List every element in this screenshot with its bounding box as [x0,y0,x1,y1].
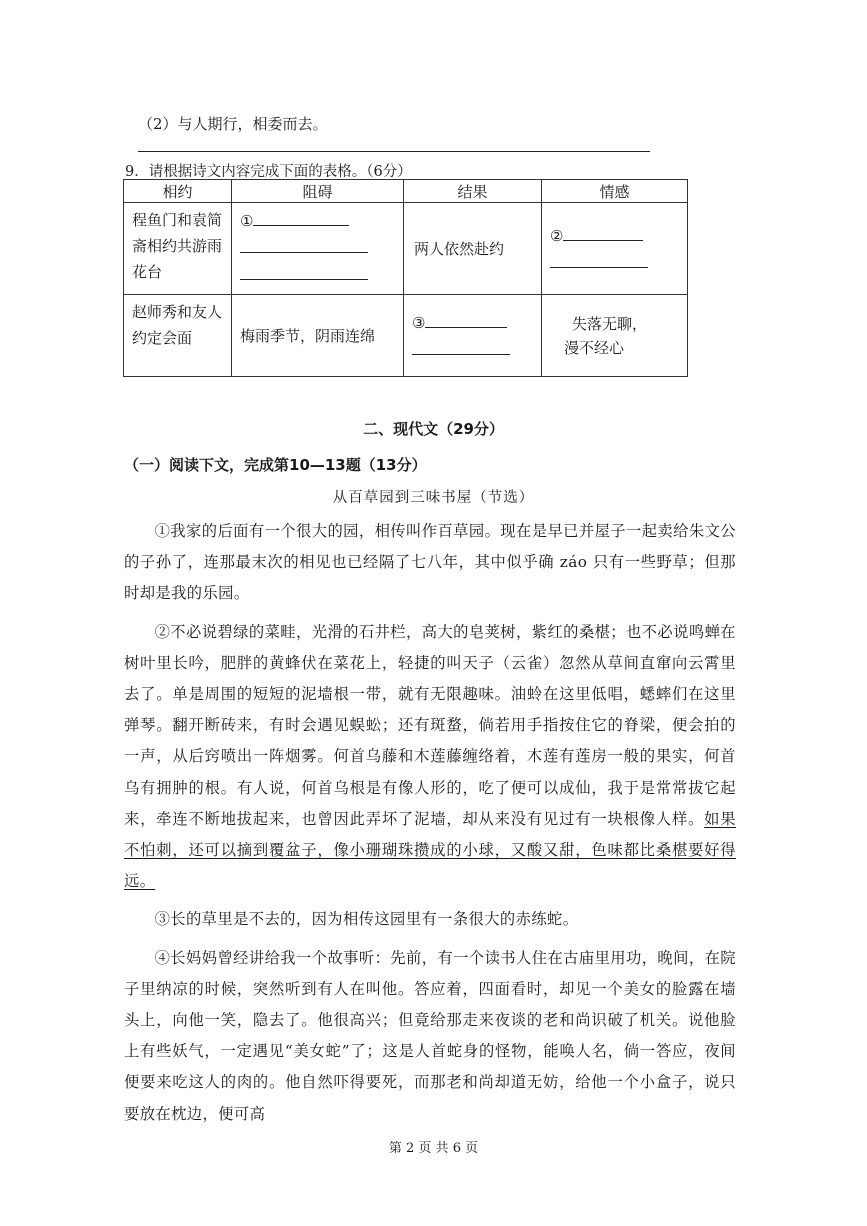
blank-marker: ② [550,226,564,245]
answer-blank[interactable] [240,261,368,280]
header-cell: 情感 [542,180,688,203]
paragraph-text: ②不必说碧绿的菜畦，光滑的石井栏，高大的皂荚树，紫红的桑椹；也不必说鸣蝉在树叶里长吟，肥胖的黄蜂伏在菜花上，轻捷的叫天子（云雀）忽然从草间直窜向云霄里去了。单是周围的短短的泥墙根一带，就有无限趣味。油蛉在这里低唱，蟋蟀们在这里弹琴。翻开断砖来，有时会遇见蜈蚣；还有斑蝥，倘若用手指按住它的脊梁，便会拍的一声，从后窍喷出一阵烟雾。何首乌藤和木莲藤缠络着，木莲有莲房一般的果实，何首乌有拥肿的根。有人说，何首乌根是有像人形的，吃了便可以成仙，我于是常常拔它起来，牵连不断地拔起来，也曾因此弄坏了泥墙，却从来没有见过有一块根像人样。 [124,622,736,828]
result-answer-cell [404,295,542,377]
answer-blank[interactable] [240,234,368,253]
who-cell: 程鱼门和袁简斋相约共游雨花台 [124,203,232,295]
section-title: 二、现代文（29分） [363,420,504,438]
question-9-prompt: 9．请根据诗文内容完成下面的表格。（6分） [125,164,412,180]
answer-line [138,151,650,152]
page-footer: 第 2 页 共 6 页 [388,1141,479,1156]
emotion-cell [542,295,688,377]
paragraph: ①我家的后面有一个很大的园，相传叫作百草园。现在是早已并屋子一起卖给朱文公的子孙了，连那最末次的相见也已经隔了七八年，其中似乎确 záo 只有一些野草；但那时却是我的乐园。 [124,522,736,603]
answer-blank[interactable] [425,309,507,328]
answer-blank[interactable] [550,249,648,268]
sub-title: （一）阅读下文，完成第10—13题（13分） [124,456,427,474]
emotion-line: 失落无聊， [572,314,648,333]
header-cell: 阻碍 [232,180,404,203]
essay-title: 从百草园到三味书屋（节选） [332,490,535,506]
result-cell: 两人依然赴约 [404,203,542,295]
who-cell: 赵师秀和友人约定会面 [124,295,232,377]
emotion-answer-cell [542,203,688,295]
obstacle-answer-cell [232,203,404,295]
header-cell: 结果 [404,180,542,203]
paragraph: ③长的草里是不去的，因为相传这园里有一条很大的赤练蛇。 [154,910,579,929]
underlined-sentence: 如果不怕刺，还可以摘到覆盆子，像小珊瑚珠攒成的小球，又酸又甜，色味都比桑椹要好得远。 [124,809,736,891]
table-row [124,295,688,377]
answer-blank[interactable] [253,207,349,226]
blank-marker: ① [240,212,254,230]
paragraph [124,617,736,898]
header-cell: 相约 [124,180,232,203]
answer-blank[interactable] [563,222,643,241]
emotion-line: 漫不经心 [564,338,625,357]
obstacle-cell: 梅雨季节，阴雨连绵 [232,295,404,377]
answer-blank[interactable] [412,336,510,355]
essay-body [124,516,736,1137]
table-row [124,203,688,295]
table-header-row [124,180,688,203]
answer-table [123,179,688,377]
question-2-text: （2）与人期行，相委而去。 [138,115,328,133]
blank-marker: ③ [412,313,426,332]
paragraph: ④长妈妈曾经讲给我一个故事听：先前，有一个读书人住在古庙里用功，晚间，在院子里纳凉的时候，突然听到有人在叫他。答应着，四面看时，却见一个美女的脸露在墙头上，向他一笑，隐去了。他很高兴；但竟给那走来夜谈的老和尚识破了机关。说他脸上有些妖气，一定遇见“美女蛇”了；这是人首蛇身的怪物，能唤人名，倘一答应，夜间便要来吃这人的肉的。他自然吓得要死，而那老和尚却道无妨，给他一个小盒子，说只要放在枕边，便可高 [124,948,736,1123]
